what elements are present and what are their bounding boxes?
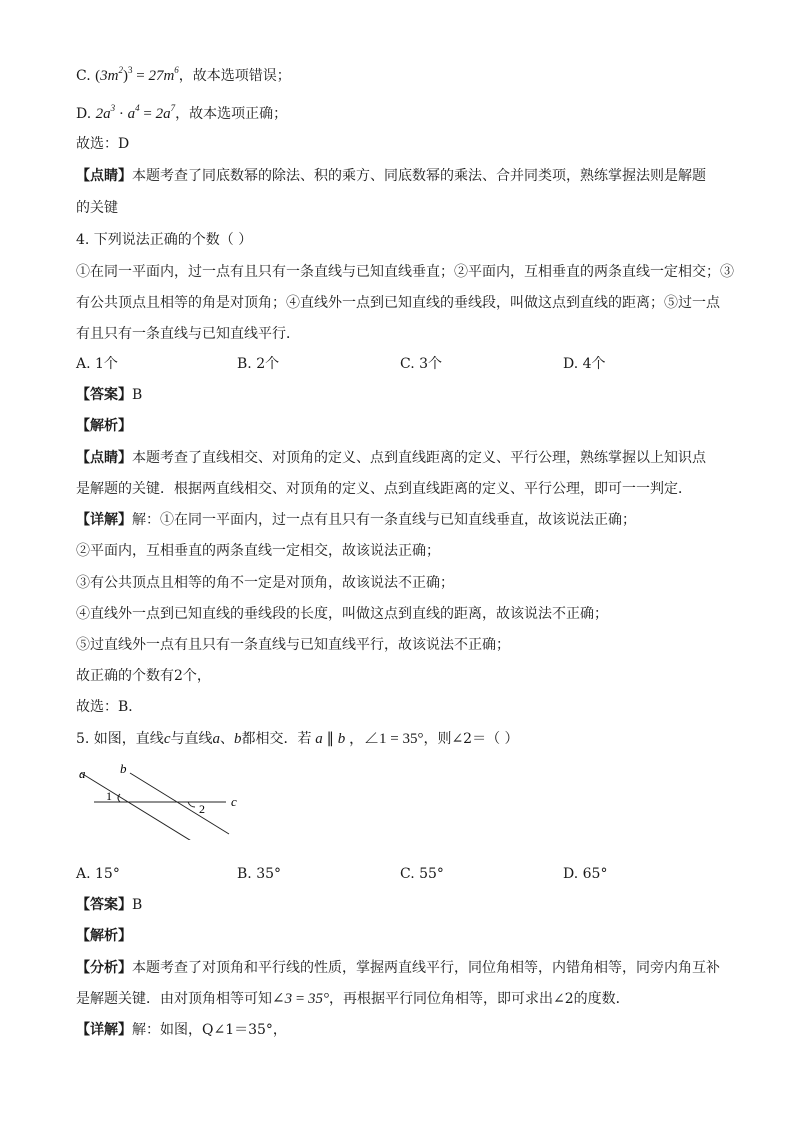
analysis-tag-q5: 【解析】 <box>76 928 132 944</box>
q5-title-part-d: ，则∠2＝（ ） <box>423 731 519 747</box>
q5-title-part-a: 5. 如图，直线 <box>76 731 164 747</box>
q5-fenxi-line1 <box>76 958 754 978</box>
q4-analysis-tag <box>76 416 754 436</box>
dianjing-tag: 【点睛】 <box>76 168 132 184</box>
option-c-prefix: C. <box>76 68 96 84</box>
option-c-formula: $(3m^2)^3 = 27m^6$ <box>95 65 179 84</box>
choose-d: 故选：D <box>76 136 130 152</box>
q5-var-c: c <box>163 731 171 747</box>
q5-fenxi-part1: 是解题关键．由对顶角相等可知 <box>76 991 272 1007</box>
q4-answer-line <box>76 385 754 405</box>
q4-detail-4: ④直线外一点到已知直线的垂线段的长度，叫做这点到直线的距离，故该说法不正确； <box>76 606 608 622</box>
q5-answer-line <box>76 895 754 915</box>
q4-detail-3: ③有公共顶点且相等的角不一定是对顶角，故该说法不正确； <box>76 575 454 591</box>
q4-dianjing-line1 <box>76 448 754 468</box>
angle-1-arc <box>118 794 120 802</box>
dianjing-q3-line1 <box>76 166 754 186</box>
option-c-suffix: ，故本选项错误； <box>178 68 291 84</box>
q4-statement-3: 有且只有一条直线与已知直线平行． <box>76 326 300 342</box>
q4-detail-1: 解：①在同一平面内，过一点有且只有一条直线与已知直线垂直，故该说法正确； <box>132 512 636 528</box>
label-a: a <box>79 766 86 781</box>
q5-fenxi-line2 <box>76 989 754 1009</box>
q4-option-d: D. 4个 <box>563 356 606 372</box>
q4-option-c: C. 3个 <box>400 356 443 372</box>
q4-detail-line1 <box>76 510 754 530</box>
q5-title-part-b: 与直线 <box>170 731 213 747</box>
q4-statement-1: ①在同一平面内，过一点有且只有一条直线与已知直线垂直；②平面内，互相垂直的两条直线一定相交；③ <box>76 264 734 280</box>
line-a <box>81 773 193 840</box>
q5-sep: 、 <box>219 731 234 747</box>
detail-tag-q5: 【详解】 <box>76 1022 132 1038</box>
option-c-line <box>76 66 754 86</box>
q4-detail-2: ②平面内，互相垂直的两条直线一定相交，故该说法正确； <box>76 543 440 559</box>
q4-answer: B <box>132 387 143 403</box>
answer-tag-q5: 【答案】 <box>76 897 132 913</box>
dianjing-q3-text: 本题考查了同底数幂的除法、积的乘方、同底数幂的乘法、合并同类项，熟练掌握法则是解题 <box>132 168 706 184</box>
q5-option-a: A. 15° <box>76 866 120 882</box>
q5-parallel-formula: a ∥ b ，∠1 = 35° <box>311 731 424 747</box>
q5-option-d: D. 65° <box>563 866 608 882</box>
q4-option-b: B. 2个 <box>237 356 280 372</box>
q4-dianjing-text: 本题考查了直线相交、对顶角的定义、点到直线距离的定义、平行公理，熟练掌握以上知识点 <box>132 450 706 466</box>
option-d-suffix: ，故本选项正确； <box>175 106 288 122</box>
q5-fenxi-text: 本题考查了对顶角和平行线的性质，掌握两直线平行，同位角相等，内错角相等，同旁内角互补 <box>132 960 720 976</box>
q4-title: 4. 下列说法正确的个数（ ） <box>76 232 253 248</box>
label-angle-2: 2 <box>199 802 205 816</box>
q5-var-b: b <box>233 731 242 747</box>
q4-detail-6: 故正确的个数有2个， <box>76 668 211 684</box>
fenxi-tag: 【分析】 <box>76 960 132 976</box>
detail-tag: 【详解】 <box>76 512 132 528</box>
q5-fenxi-part2: ，再根据平行同位角相等，即可求出∠2的度数． <box>329 991 630 1007</box>
q5-figure <box>76 760 256 840</box>
option-d-formula: $2a^3 \cdot a^4 = 2a^7$ <box>95 103 176 122</box>
option-d-prefix: D. <box>76 106 96 122</box>
q4-detail-7: 故选：B． <box>76 699 143 715</box>
q5-detail-text: 解：如图，Q∠1＝35°， <box>132 1022 287 1038</box>
line-b <box>130 773 229 834</box>
q5-option-b: B. 35° <box>237 866 282 882</box>
q5-answer: B <box>132 897 143 913</box>
q4-detail-5: ⑤过直线外一点有且只有一条直线与已知直线平行，故该说法不正确； <box>76 637 510 653</box>
q5-analysis-tag <box>76 926 754 946</box>
angle3-formula: ∠3 = 35° <box>272 991 330 1007</box>
answer-tag: 【答案】 <box>76 387 132 403</box>
label-angle-1: 1 <box>106 789 112 803</box>
q4-statement-2: 有公共顶点且相等的角是对顶角；④直线外一点到已知直线的垂线段，叫做这点到直线的距离；⑤过一点 <box>76 295 720 311</box>
dianjing-tag-q4: 【点睛】 <box>76 450 132 466</box>
label-b: b <box>120 761 127 776</box>
label-c: c <box>231 794 237 809</box>
q5-var-a: a <box>212 731 220 747</box>
q5-detail-line <box>76 1020 754 1040</box>
q5-title <box>76 729 754 749</box>
q5-title-part-c: 都相交．若 <box>241 731 312 747</box>
q4-option-a: A. 1个 <box>76 356 118 372</box>
option-d-line <box>76 104 754 124</box>
angle-2-arc <box>188 802 195 807</box>
q5-option-c: C. 55° <box>400 866 444 882</box>
dianjing-q3-line2: 的关键 <box>76 200 118 216</box>
analysis-tag: 【解析】 <box>76 418 132 434</box>
q4-dianjing-line2: 是解题的关键．根据两直线相交、对顶角的定义、点到直线距离的定义、平行公理，即可一一判定． <box>76 481 692 497</box>
